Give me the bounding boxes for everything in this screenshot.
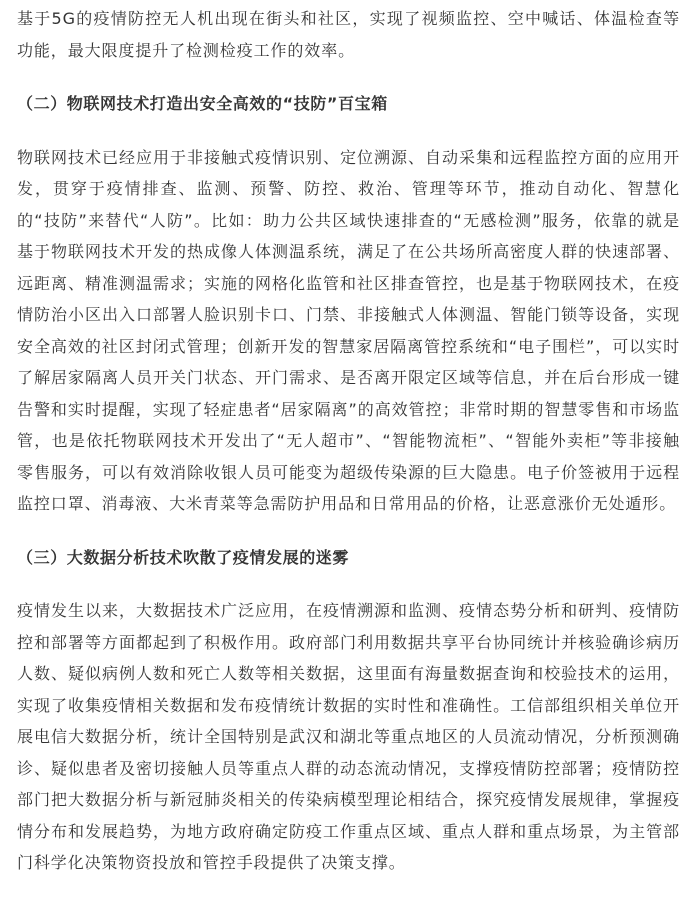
paragraph-drone-5g: 基于5G的疫情防控无人机出现在街头和社区，实现了视频监控、空中喊话、体温检查等功能，最大限度提升了检测检疫工作的效率。 <box>17 9 680 60</box>
section-heading-big-data: （三）大数据分析技术吹散了疫情发展的迷雾 <box>17 547 350 567</box>
paragraph-iot: 物联网技术已经应用于非接触式疫情识别、定位溯源、自动采集和远程监控方面的应用开发，贯穿于疫情排查、监测、预警、防控、救治、管理等环节，推动自动化、智慧化的“技防”来替代“人防”。比如：助力公共区域快速排查的“无感检测”服务，依靠的就是基于物联网技术开发的热成像人体测温系统，满足了在公共场所高密度人群的快速部署、远距离、精准测温需求；实施的网格化监管和社区排查管控，也是基于物联网技术，在疫情防治小区出入口部署人脸识别卡口、门禁、非接触式人体测温、智能门锁等设备，实现安全高效的社区封闭式管理；创新开发的智慧家居隔离管控系统和“电子围栏”，可以实时了解居家隔离人员开关门状态、开门需求、是否离开限定区域等信息，并在后台形成一键告警和实时提醒，实现了轻症患者“居家隔离”的高效管控；非常时期的智慧零售和市场监管，也是依托物联网技术开发出了“无人超市”、“智能物流柜”、“智能外卖柜”等非接触零售服务，可以有效消除收银人员可能变为超级传染源的巨大隐患。电子价签被用于远程监控口罩、消毒液、大米青菜等急需防护用品和日常用品的价格，让恶意涨价无处遁形。 <box>17 147 680 513</box>
section-heading-iot: （二）物联网技术打造出安全高效的“技防”百宝箱 <box>17 94 388 113</box>
paragraph-big-data: 疫情发生以来，大数据技术广泛应用，在疫情溯源和监测、疫情态势分析和研判、疫情防控和部署等方面都起到了积极作用。政府部门利用数据共享平台协同统计并核验确诊病历人数、疑似病例人数和死亡人数等相关数据，这里面有海量数据查询和校验技术的运用，实现了收集疫情相关数据和发布疫情统计数据的实时性和准确性。工信部组织相关单位开展电信大数据分析，统计全国特别是武汉和湖北等重点地区的人员流动情况，分析预测确诊、疑似患者及密切接触人员等重点人群的动态流动情况，支撑疫情防控部署；疫情防控部门把大数据分析与新冠肺炎相关的传染病模型理论相结合，探究疫情发展规律，掌握疫情分布和发展趋势，为地方政府确定防疫工作重点区域、重点人群和重点场景，为主管部门科学化决策物资投放和管控手段提供了决策支撑。 <box>17 601 680 872</box>
article-body <box>17 0 680 879</box>
